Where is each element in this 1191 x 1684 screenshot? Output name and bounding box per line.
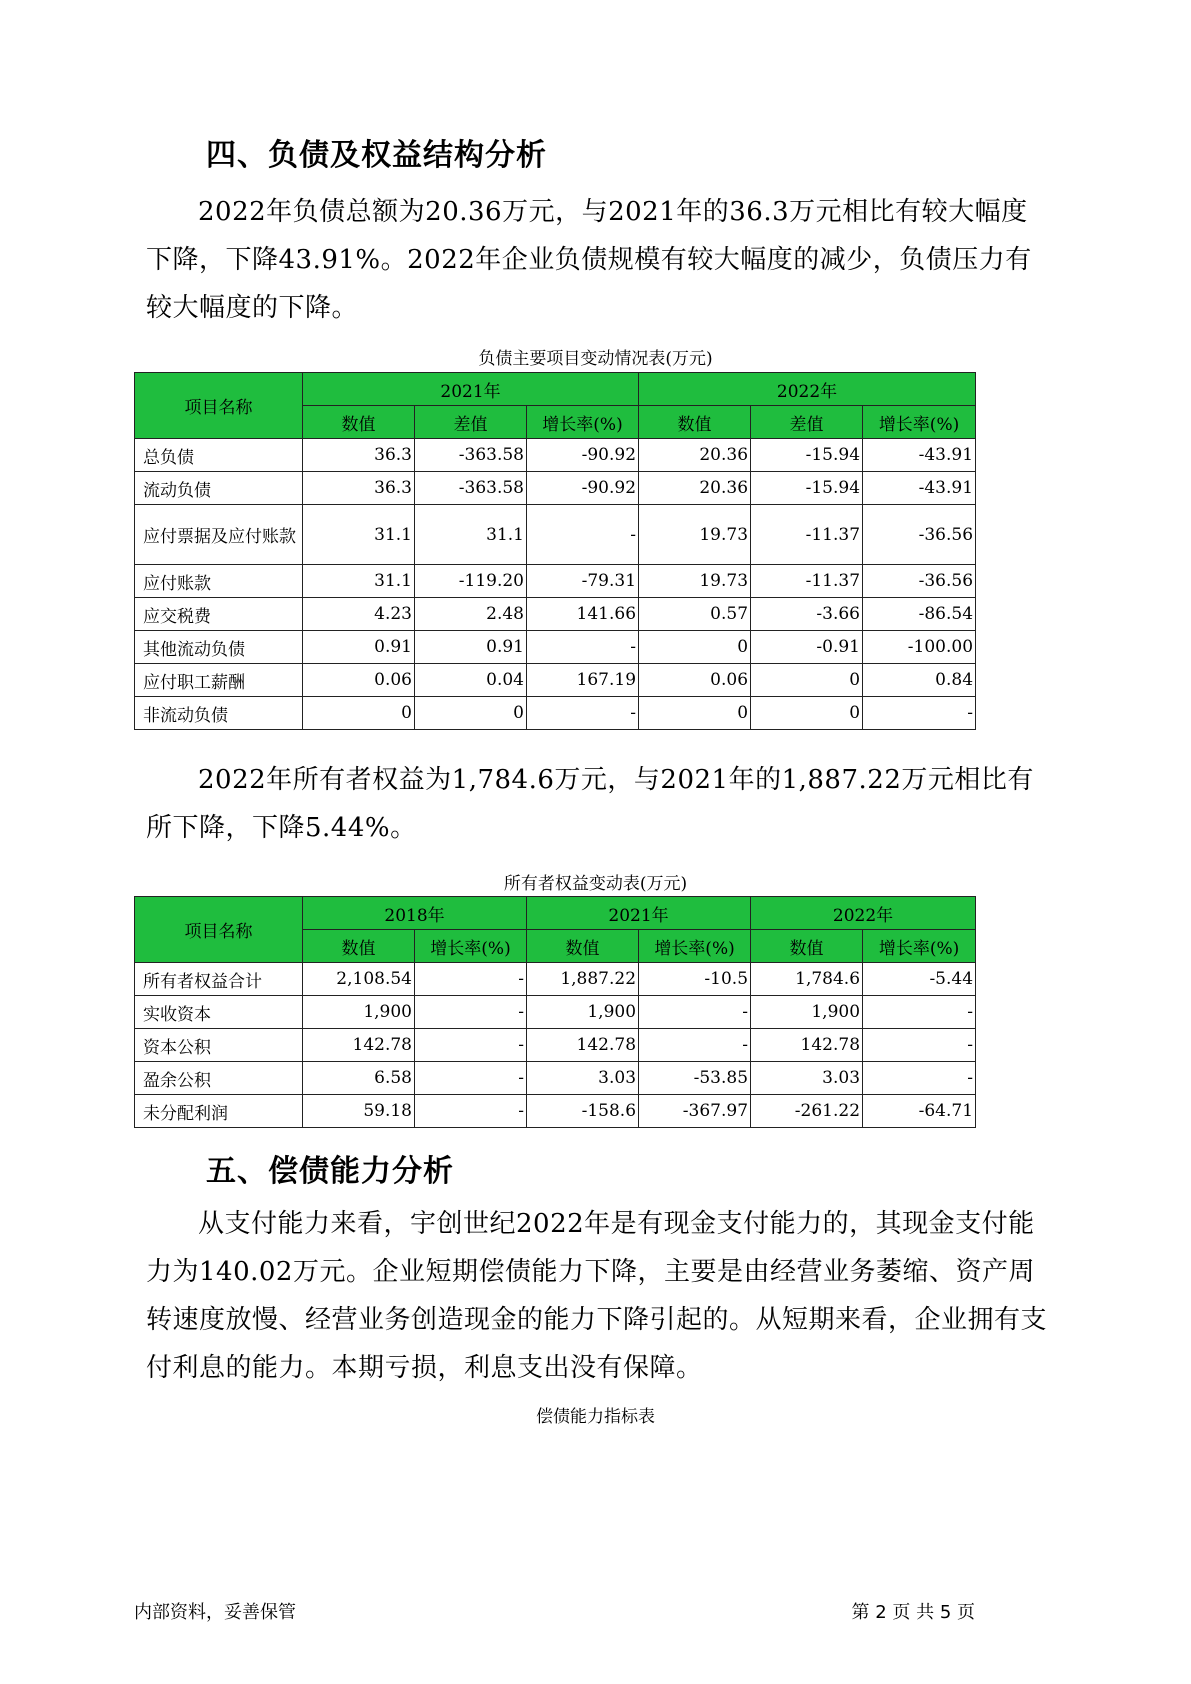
table-cell: -363.58 xyxy=(415,472,527,505)
table-cell: 1,900 xyxy=(303,996,415,1029)
liability-table xyxy=(134,372,976,730)
table-cell: 2,108.54 xyxy=(303,963,415,996)
table-cell: -15.94 xyxy=(751,439,863,472)
table-cell: 0.06 xyxy=(303,664,415,697)
column-header: 数值 xyxy=(639,406,751,439)
row-label: 实收资本 xyxy=(135,996,303,1029)
year-header: 2018年 xyxy=(303,897,527,930)
table-cell: - xyxy=(639,996,751,1029)
column-header: 数值 xyxy=(303,406,415,439)
table-cell: -10.5 xyxy=(639,963,751,996)
table-cell: 20.36 xyxy=(639,472,751,505)
table-cell: 0 xyxy=(303,697,415,730)
footer-page-number: 第 2 页 共 5 页 xyxy=(851,1602,975,1623)
table-cell: -43.91 xyxy=(863,439,976,472)
section5-heading: 五、偿债能力分析 xyxy=(206,1154,454,1189)
table-cell: -79.31 xyxy=(527,565,639,598)
table-cell: -64.71 xyxy=(863,1095,976,1128)
table-cell: -53.85 xyxy=(639,1062,751,1095)
row-label: 应付票据及应付账款 xyxy=(135,505,303,565)
table-cell: -0.91 xyxy=(751,631,863,664)
table-row xyxy=(135,963,976,996)
table-row xyxy=(135,598,976,631)
table-cell: -36.56 xyxy=(863,505,976,565)
table-cell: 141.66 xyxy=(527,598,639,631)
equity-table xyxy=(134,896,976,1128)
table-row xyxy=(135,631,976,664)
table-row xyxy=(135,505,976,565)
table-cell: - xyxy=(863,996,976,1029)
table-cell: 3.03 xyxy=(527,1062,639,1095)
table-cell: -3.66 xyxy=(751,598,863,631)
row-label: 总负债 xyxy=(135,439,303,472)
table-cell: -5.44 xyxy=(863,963,976,996)
table-cell: -90.92 xyxy=(527,439,639,472)
table-cell: 20.36 xyxy=(639,439,751,472)
table-cell: 59.18 xyxy=(303,1095,415,1128)
column-header: 数值 xyxy=(751,930,863,963)
table-cell: 3.03 xyxy=(751,1062,863,1095)
year-header: 2021年 xyxy=(527,897,751,930)
table-row xyxy=(135,565,976,598)
table-cell: 0 xyxy=(415,697,527,730)
table-cell: - xyxy=(639,1029,751,1062)
table-cell: -367.97 xyxy=(639,1095,751,1128)
table-cell: 2.48 xyxy=(415,598,527,631)
table-cell: 6.58 xyxy=(303,1062,415,1095)
table-cell: 19.73 xyxy=(639,505,751,565)
table-cell: - xyxy=(415,1062,527,1095)
row-label: 盈余公积 xyxy=(135,1062,303,1095)
column-header: 差值 xyxy=(415,406,527,439)
table-cell: 1,784.6 xyxy=(751,963,863,996)
table-cell: -15.94 xyxy=(751,472,863,505)
table-cell: - xyxy=(863,697,976,730)
table-cell: - xyxy=(863,1029,976,1062)
table1-caption: 负债主要项目变动情况表(万元) xyxy=(478,349,713,369)
row-label: 其他流动负债 xyxy=(135,631,303,664)
table-row xyxy=(135,1062,976,1095)
table-cell: - xyxy=(415,963,527,996)
table-cell: 142.78 xyxy=(751,1029,863,1062)
column-header: 差值 xyxy=(751,406,863,439)
table2-caption: 所有者权益变动表(万元) xyxy=(503,874,688,894)
table-cell: 36.3 xyxy=(303,472,415,505)
row-label: 应交税费 xyxy=(135,598,303,631)
table-cell: 0.06 xyxy=(639,664,751,697)
row-label: 流动负债 xyxy=(135,472,303,505)
item-name-header: 项目名称 xyxy=(135,897,303,963)
footer-confidential-note: 内部资料，妥善保管 xyxy=(134,1602,296,1623)
table-cell: -36.56 xyxy=(863,565,976,598)
column-header: 增长率(%) xyxy=(639,930,751,963)
table-cell: 1,900 xyxy=(751,996,863,1029)
table-cell: 0.91 xyxy=(415,631,527,664)
table-cell: 0 xyxy=(639,631,751,664)
table-row xyxy=(135,472,976,505)
table-cell: 36.3 xyxy=(303,439,415,472)
table-cell: 0 xyxy=(751,697,863,730)
section4-paragraph1: 2022年负债总额为20.36万元，与2021年的36.3万元相比有较大幅度下降，下降43.91%。2022年企业负债规模有较大幅度的减少，负债压力有较大幅度的下降。 xyxy=(146,197,1032,323)
table-row xyxy=(135,1029,976,1062)
year-header: 2022年 xyxy=(751,897,976,930)
year-header: 2021年 xyxy=(303,373,639,406)
row-label: 应付账款 xyxy=(135,565,303,598)
table-cell: -86.54 xyxy=(863,598,976,631)
table-cell: - xyxy=(863,1062,976,1095)
table-cell: 4.23 xyxy=(303,598,415,631)
table-cell: 142.78 xyxy=(303,1029,415,1062)
table-cell: 0.04 xyxy=(415,664,527,697)
table-cell: 1,900 xyxy=(527,996,639,1029)
column-header: 增长率(%) xyxy=(415,930,527,963)
table-cell: 0.91 xyxy=(303,631,415,664)
table-cell: 31.1 xyxy=(303,505,415,565)
table-cell: 0 xyxy=(639,697,751,730)
section5-paragraph: 从支付能力来看，宇创世纪2022年是有现金支付能力的，其现金支付能力为140.02万元。企业短期偿债能力下降，主要是由经营业务萎缩、资产周转速度放慢、经营业务创造现金的能力下降引起的。从短期来看，企业拥有支付利息的能力。本期亏损，利息支出没有保障。 xyxy=(146,1209,1048,1383)
table-row xyxy=(135,996,976,1029)
item-name-header: 项目名称 xyxy=(135,373,303,439)
table-cell: - xyxy=(527,697,639,730)
row-label: 未分配利润 xyxy=(135,1095,303,1128)
column-header: 增长率(%) xyxy=(863,930,976,963)
table-cell: 19.73 xyxy=(639,565,751,598)
table-cell: -43.91 xyxy=(863,472,976,505)
column-header: 增长率(%) xyxy=(527,406,639,439)
table-cell: - xyxy=(527,631,639,664)
table-cell: 142.78 xyxy=(527,1029,639,1062)
row-label: 资本公积 xyxy=(135,1029,303,1062)
table-cell: - xyxy=(527,505,639,565)
table-cell: 0.57 xyxy=(639,598,751,631)
column-header: 数值 xyxy=(527,930,639,963)
table-cell: -119.20 xyxy=(415,565,527,598)
solvency-table-caption: 偿债能力指标表 xyxy=(536,1407,655,1427)
section4-paragraph2: 2022年所有者权益为1,784.6万元，与2021年的1,887.22万元相比有所下降，下降5.44%。 xyxy=(146,765,1034,843)
row-label: 非流动负债 xyxy=(135,697,303,730)
row-label: 所有者权益合计 xyxy=(135,963,303,996)
table-cell: - xyxy=(415,1029,527,1062)
table-cell: -261.22 xyxy=(751,1095,863,1128)
row-label: 应付职工薪酬 xyxy=(135,664,303,697)
table-cell: 31.1 xyxy=(303,565,415,598)
table-cell: 167.19 xyxy=(527,664,639,697)
table-cell: 31.1 xyxy=(415,505,527,565)
table-cell: 1,887.22 xyxy=(527,963,639,996)
table-cell: -100.00 xyxy=(863,631,976,664)
table-cell: -90.92 xyxy=(527,472,639,505)
column-header: 数值 xyxy=(303,930,415,963)
table-cell: -363.58 xyxy=(415,439,527,472)
table-cell: -11.37 xyxy=(751,505,863,565)
table-cell: - xyxy=(415,996,527,1029)
table-cell: -11.37 xyxy=(751,565,863,598)
table-cell: 0.84 xyxy=(863,664,976,697)
column-header: 增长率(%) xyxy=(863,406,976,439)
table-cell: 0 xyxy=(751,664,863,697)
table-row xyxy=(135,1095,976,1128)
table-cell: - xyxy=(415,1095,527,1128)
section4-heading: 四、负债及权益结构分析 xyxy=(206,138,547,173)
table-row xyxy=(135,664,976,697)
table-row xyxy=(135,697,976,730)
year-header: 2022年 xyxy=(639,373,976,406)
table-row xyxy=(135,439,976,472)
table-cell: -158.6 xyxy=(527,1095,639,1128)
